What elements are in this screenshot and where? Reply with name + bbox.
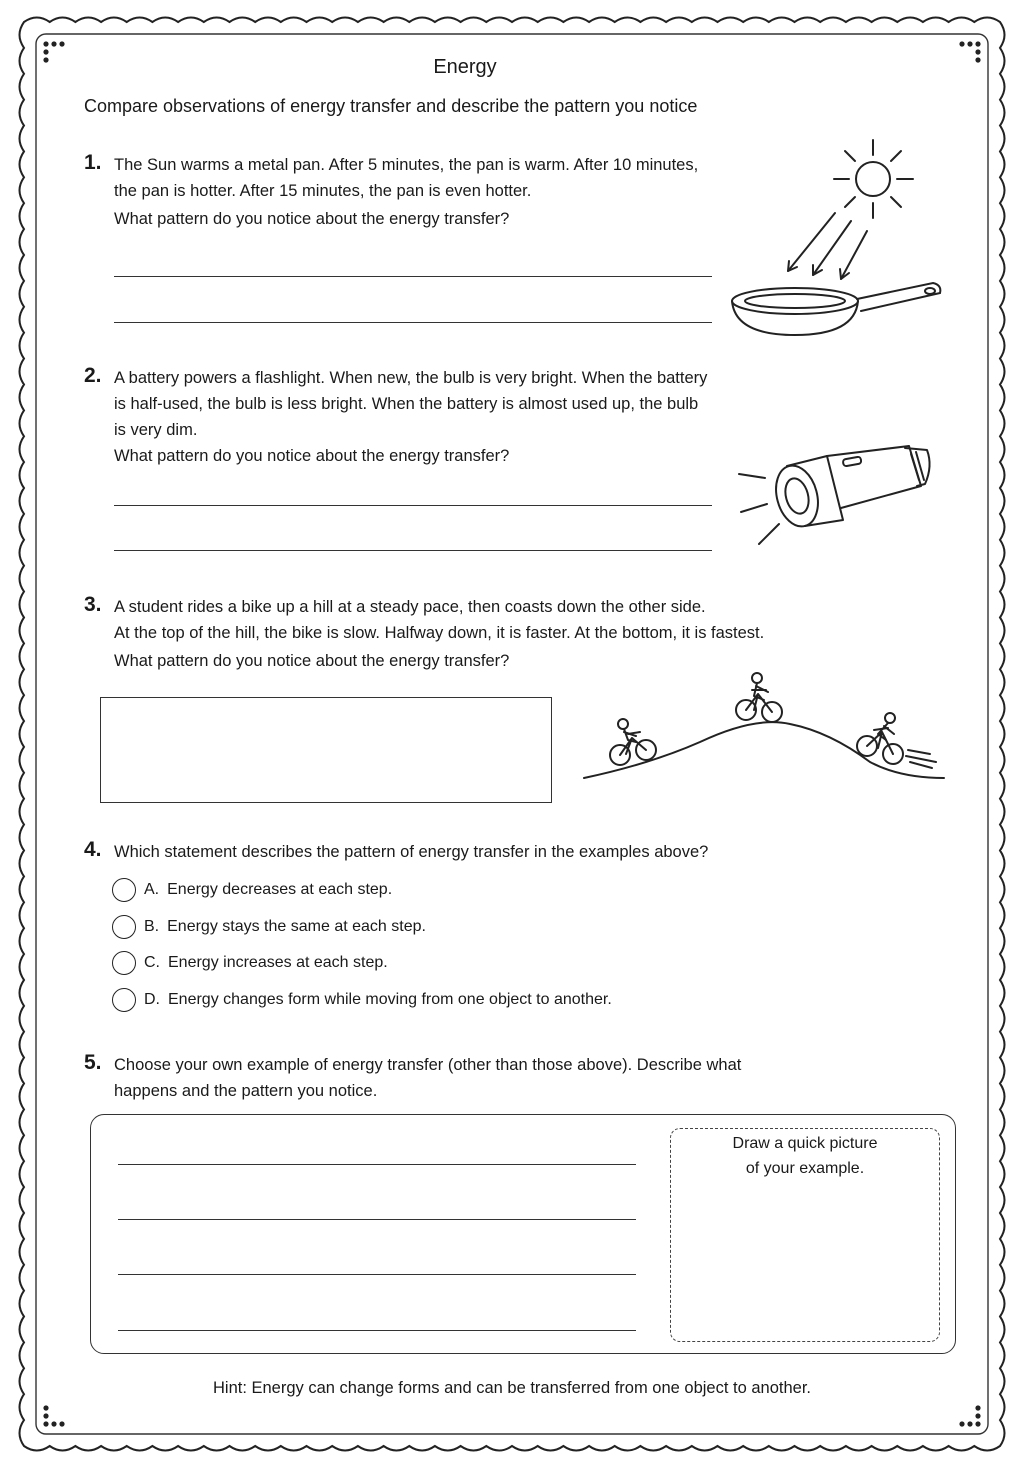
question-2-line-3: is very dim. bbox=[114, 421, 198, 439]
question-4-number: 4. bbox=[84, 838, 102, 861]
choice-c-letter: C. bbox=[144, 954, 160, 971]
question-3-answer-box[interactable] bbox=[100, 697, 552, 803]
page-title: Energy bbox=[433, 56, 497, 78]
corner-dot bbox=[967, 41, 972, 46]
question-1-answer-line-2[interactable] bbox=[114, 322, 712, 323]
choice-d-letter: D. bbox=[144, 991, 160, 1008]
question-3-line-1: A student rides a bike up a hill at a steady pace, then coasts down the other side. bbox=[114, 598, 706, 616]
corner-dot bbox=[43, 49, 48, 54]
question-1-line-2: the pan is hotter. After 15 minutes, the pan is even hotter. bbox=[114, 182, 532, 200]
page-subtitle: Compare observations of energy transfer and describe the pattern you notice bbox=[84, 96, 698, 116]
question-1-text bbox=[114, 152, 698, 232]
question-2-line-2: is half-used, the bulb is less bright. When the battery is almost used up, the bulb bbox=[114, 395, 699, 413]
corner-dot bbox=[43, 41, 48, 46]
corner-dot bbox=[43, 1413, 48, 1418]
choice-a[interactable] bbox=[112, 878, 392, 902]
corner-dot bbox=[43, 1405, 48, 1410]
corner-dot bbox=[975, 1413, 980, 1418]
choice-d-text: Energy changes form while moving from one object to another. bbox=[168, 991, 612, 1008]
choice-a-letter: A. bbox=[144, 881, 160, 898]
question-3-prompt: What pattern do you notice about the energy transfer? bbox=[114, 652, 510, 670]
corner-dot bbox=[975, 41, 980, 46]
choice-a-text: Energy decreases at each step. bbox=[167, 881, 393, 898]
question-5-number: 5. bbox=[84, 1051, 102, 1074]
corner-dot bbox=[975, 1405, 980, 1410]
choice-d[interactable] bbox=[112, 988, 612, 1012]
corner-dot bbox=[975, 57, 980, 62]
corner-dot bbox=[975, 49, 980, 54]
choice-b[interactable] bbox=[112, 915, 426, 939]
corner-dot bbox=[959, 1421, 964, 1426]
choice-c[interactable] bbox=[112, 951, 388, 975]
question-5-line-2: happens and the pattern you notice. bbox=[114, 1082, 378, 1100]
question-2-line-1: A battery powers a flashlight. When new, the bulb is very bright. When the battery bbox=[114, 369, 708, 387]
question-2-number: 2. bbox=[84, 364, 102, 387]
question-1-prompt: What pattern do you notice about the energy transfer? bbox=[114, 210, 510, 228]
bike-on-hill-icon bbox=[580, 668, 950, 786]
corner-dot bbox=[51, 1421, 56, 1426]
corner-dot bbox=[59, 41, 64, 46]
corner-dot bbox=[59, 1421, 64, 1426]
question-1-number: 1. bbox=[84, 151, 102, 174]
question-5-answer-line-4[interactable] bbox=[118, 1330, 636, 1331]
sun-and-pan-icon bbox=[725, 135, 950, 345]
question-2-text bbox=[114, 365, 707, 469]
question-5-text bbox=[114, 1052, 741, 1104]
choice-c-radio[interactable] bbox=[112, 951, 136, 975]
choice-a-radio[interactable] bbox=[112, 878, 136, 902]
drawing-box-label-line-2: of your example. bbox=[745, 1160, 865, 1177]
question-1-answer-line-1[interactable] bbox=[114, 276, 712, 277]
question-5-answer-line-2[interactable] bbox=[118, 1219, 636, 1220]
question-3-number: 3. bbox=[84, 593, 102, 616]
drawing-box-label-line-1: Draw a quick picture bbox=[732, 1135, 878, 1152]
question-3-text bbox=[114, 594, 764, 674]
choice-d-radio[interactable] bbox=[112, 988, 136, 1012]
question-2-answer-line-2[interactable] bbox=[114, 550, 712, 551]
corner-dot bbox=[51, 41, 56, 46]
question-3-line-2: At the top of the hill, the bike is slow. Halfway down, it is faster. At the bottom, it is fastest. bbox=[114, 624, 765, 642]
question-5-line-1: Choose your own example of energy transfer (other than those above). Describe what bbox=[114, 1056, 742, 1074]
choice-b-letter: B. bbox=[144, 918, 160, 935]
question-5-answer-line-1[interactable] bbox=[118, 1164, 636, 1165]
hint-text: Hint: Energy can change forms and can be transferred from one object to another. bbox=[212, 1379, 811, 1397]
question-5-answer-line-3[interactable] bbox=[118, 1274, 636, 1275]
drawing-box[interactable] bbox=[670, 1128, 940, 1342]
question-1-line-1: The Sun warms a metal pan. After 5 minutes, the pan is warm. After 10 minutes, bbox=[114, 156, 699, 174]
choice-c-text: Energy increases at each step. bbox=[168, 954, 388, 971]
choice-b-radio[interactable] bbox=[112, 915, 136, 939]
choice-b-text: Energy stays the same at each step. bbox=[167, 918, 426, 935]
question-2-prompt: What pattern do you notice about the energy transfer? bbox=[114, 447, 510, 465]
flashlight-icon bbox=[735, 440, 935, 550]
question-2-answer-line-1[interactable] bbox=[114, 505, 712, 506]
corner-dot bbox=[967, 1421, 972, 1426]
corner-dot bbox=[43, 1421, 48, 1426]
question-4-text: Which statement describes the pattern of energy transfer in the examples above? bbox=[114, 843, 709, 861]
corner-dot bbox=[975, 1421, 980, 1426]
corner-dot bbox=[959, 41, 964, 46]
